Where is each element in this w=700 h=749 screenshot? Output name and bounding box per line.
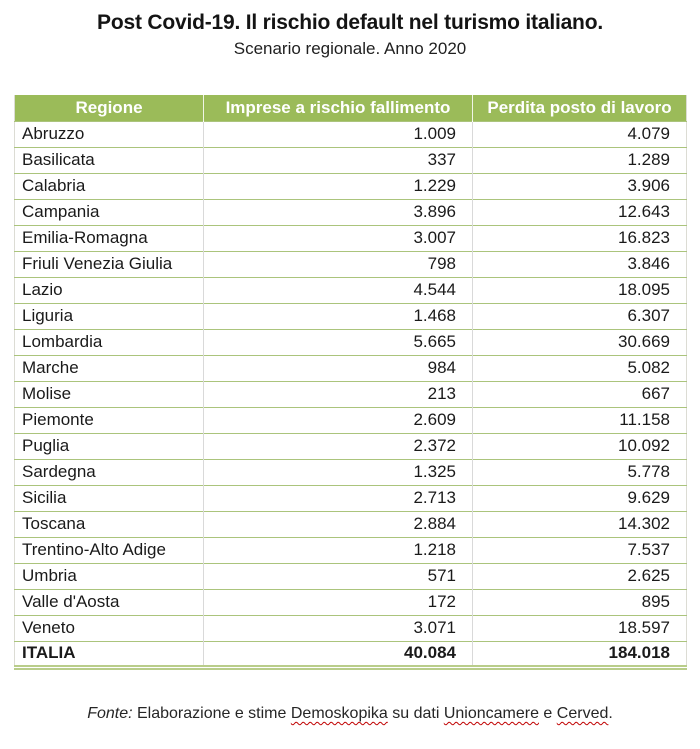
misspelled-word: Demoskopika <box>290 705 388 722</box>
imprese-value: 337 <box>204 147 473 173</box>
column-header-perdita: Perdita posto di lavoro <box>473 95 687 121</box>
perdita-value: 184.018 <box>473 641 687 667</box>
table-row <box>15 589 687 615</box>
table-row <box>15 329 687 355</box>
imprese-value: 213 <box>204 381 473 407</box>
perdita-value: 30.669 <box>473 329 687 355</box>
region-name: Lazio <box>15 277 204 303</box>
imprese-value: 3.007 <box>204 225 473 251</box>
column-header-imprese: Imprese a rischio fallimento <box>204 95 473 121</box>
table-body <box>15 121 687 667</box>
page-title: Post Covid-19. Il rischio default nel turismo italiano. <box>97 11 603 34</box>
perdita-value: 5.778 <box>473 459 687 485</box>
imprese-value: 2.884 <box>204 511 473 537</box>
table-row <box>15 459 687 485</box>
column-header-regione: Regione <box>15 95 204 121</box>
table-row <box>15 303 687 329</box>
perdita-value: 18.597 <box>473 615 687 641</box>
perdita-value: 2.625 <box>473 563 687 589</box>
region-name: Molise <box>15 381 204 407</box>
imprese-value: 2.372 <box>204 433 473 459</box>
table-row <box>15 251 687 277</box>
imprese-value: 984 <box>204 355 473 381</box>
region-name: Basilicata <box>15 147 204 173</box>
region-name: Marche <box>15 355 204 381</box>
source-note <box>0 705 700 723</box>
perdita-value: 14.302 <box>473 511 687 537</box>
region-name: Piemonte <box>15 407 204 433</box>
perdita-value: 1.289 <box>473 147 687 173</box>
perdita-value: 11.158 <box>473 407 687 433</box>
region-name: Lombardia <box>15 329 204 355</box>
table-row <box>15 381 687 407</box>
imprese-value: 40.084 <box>204 641 473 667</box>
perdita-value: 3.846 <box>473 251 687 277</box>
imprese-value: 1.229 <box>204 173 473 199</box>
table-row <box>15 121 687 147</box>
misspelled-word: Cerved <box>556 705 609 722</box>
misspelled-word: Unioncamere <box>443 705 539 722</box>
perdita-value: 6.307 <box>473 303 687 329</box>
table-row <box>15 537 687 563</box>
table-row <box>15 485 687 511</box>
perdita-value: 4.079 <box>473 121 687 147</box>
perdita-value: 12.643 <box>473 199 687 225</box>
imprese-value: 4.544 <box>204 277 473 303</box>
region-name: Trentino-Alto Adige <box>15 537 204 563</box>
source-text: Fonte: <box>87 705 133 722</box>
imprese-value: 172 <box>204 589 473 615</box>
imprese-value: 1.468 <box>204 303 473 329</box>
region-name: Puglia <box>15 433 204 459</box>
imprese-value: 2.713 <box>204 485 473 511</box>
perdita-value: 18.095 <box>473 277 687 303</box>
perdita-value: 895 <box>473 589 687 615</box>
table-row <box>15 563 687 589</box>
table-row <box>15 277 687 303</box>
imprese-value: 2.609 <box>204 407 473 433</box>
imprese-value: 1.218 <box>204 537 473 563</box>
perdita-value: 10.092 <box>473 433 687 459</box>
source-text: su dati <box>387 705 444 722</box>
table-row <box>15 407 687 433</box>
table-row <box>15 511 687 537</box>
source-text: e <box>538 705 557 722</box>
region-name: Umbria <box>15 563 204 589</box>
region-name: Sicilia <box>15 485 204 511</box>
perdita-value: 16.823 <box>473 225 687 251</box>
region-name: Sardegna <box>15 459 204 485</box>
imprese-value: 1.325 <box>204 459 473 485</box>
region-name: Valle d'Aosta <box>15 589 204 615</box>
perdita-value: 9.629 <box>473 485 687 511</box>
region-name: Campania <box>15 199 204 225</box>
imprese-value: 798 <box>204 251 473 277</box>
imprese-value: 1.009 <box>204 121 473 147</box>
total-row <box>15 641 687 667</box>
source-text: . <box>608 705 613 722</box>
perdita-value: 667 <box>473 381 687 407</box>
table-row <box>15 225 687 251</box>
region-name: Veneto <box>15 615 204 641</box>
table-row <box>15 615 687 641</box>
table-row <box>15 147 687 173</box>
imprese-value: 571 <box>204 563 473 589</box>
imprese-value: 3.896 <box>204 199 473 225</box>
imprese-value: 3.071 <box>204 615 473 641</box>
region-name: Friuli Venezia Giulia <box>15 251 204 277</box>
table-row <box>15 433 687 459</box>
perdita-value: 5.082 <box>473 355 687 381</box>
table-header-row <box>15 95 687 121</box>
perdita-value: 3.906 <box>473 173 687 199</box>
region-name: ITALIA <box>15 641 204 667</box>
table-row <box>15 199 687 225</box>
region-name: Calabria <box>15 173 204 199</box>
region-name: Abruzzo <box>15 121 204 147</box>
table-row <box>15 173 687 199</box>
perdita-value: 7.537 <box>473 537 687 563</box>
region-name: Liguria <box>15 303 204 329</box>
regional-risk-table <box>14 95 687 670</box>
region-name: Emilia-Romagna <box>15 225 204 251</box>
page-subtitle: Scenario regionale. Anno 2020 <box>233 39 467 58</box>
source-text: Elaborazione e stime <box>132 705 291 722</box>
region-name: Toscana <box>15 511 204 537</box>
table-row <box>15 355 687 381</box>
imprese-value: 5.665 <box>204 329 473 355</box>
